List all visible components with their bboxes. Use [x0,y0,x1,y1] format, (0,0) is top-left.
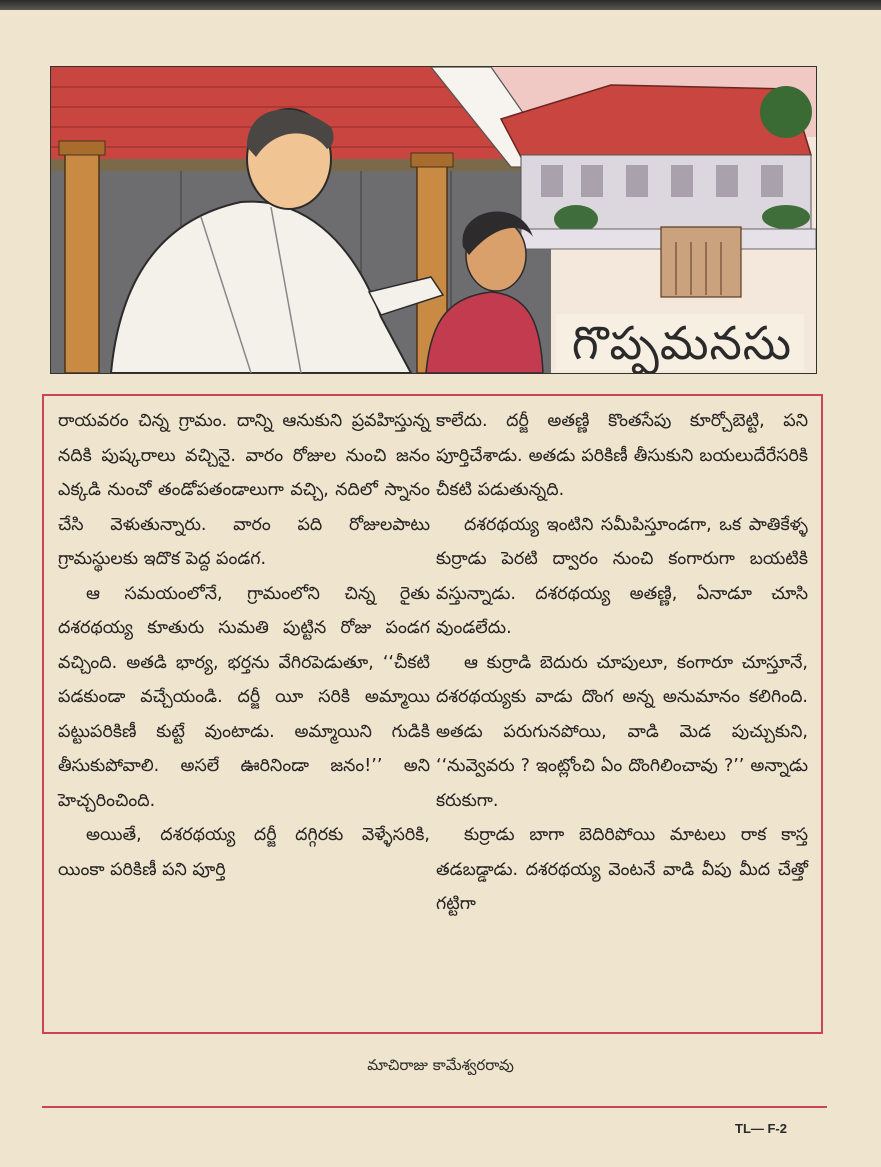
footer-divider [42,1106,827,1108]
page-code: TL— F-2 [735,1121,787,1136]
paragraph: కుర్రాడు బాగా బెదిరిపోయి మాటలు రాక కాస్త తడబడ్డాడు. దశరథయ్య వెంటనే వాడి వీపు మీద చేత్తో గట్టిగా [436,825,808,914]
paragraph: దశరథయ్య ఇంటిని సమీపిస్తూండగా, ఒక పాతికేళ్ళ కుర్రాడు పెరటి ద్వారం నుంచి కంగారుగా బయటికి వస్తున్నాడు. దశరథయ్య అతణ్ణి, ఏనాడూ చూసి వుండలేదు. [436,514,808,638]
story-title: గొప్పమనసు [556,314,804,371]
paragraph: అయితే, దశరథయ్య దర్జీ దగ్గిరకు వెళ్ళేసరికి, యింకా పరికిణీ పని పూర్తి [58,825,430,880]
text-column-right [436,404,808,922]
scan-top-edge [0,0,881,10]
story-text-frame [42,394,823,1034]
text-column-left [58,404,430,887]
paragraph: రాయవరం చిన్న గ్రామం. దాన్ని ఆనుకుని ప్రవహిస్తున్న నదికి పుష్కరాలు వచ్చినై. వారం రోజుల నుంచి జనం ఎక్కడి నుంచో తండోపతండాలుగా వచ్చి, నదిలో స్నానం చేసి వెళుతున్నారు. వారం పది రోజులపాటు గ్రామస్థులకు ఇదొక పెద్ద పండగ. [58,411,430,569]
story-illustration [50,66,817,374]
paragraph: కాలేదు. దర్జీ అతణ్ణి కొంతసేపు కూర్చోబెట్టి, పని పూర్తిచేశాడు. అతడు పరికిణీ తీసుకుని బయలుదేరేసరికి చీకటి పడుతున్నది. [436,411,808,500]
author-byline: మాచిరాజు కామేశ్వరరావు [367,1056,514,1074]
paragraph: ఆ సమయంలోనే, గ్రామంలోని చిన్న రైతు దశరథయ్య కూతురు సుమతి పుట్టిన రోజు పండగ వచ్చింది. అతడి భార్య, భర్తను వేగిరపెడుతూ, ‘‘చీకటి పడకుండా వచ్చేయండి. దర్జీ యీ సరికి అమ్మాయి పట్టుపరికిణీ కుట్టే వుంటాడు. అమ్మాయిని గుడికి తీసుకుపోవాలి. అసలే ఊరినిండా జనం!’’ అని హెచ్చరించింది. [58,583,430,811]
paragraph: ఆ కుర్రాడి బెదురు చూపులూ, కంగారూ చూస్తూనే, దశరథయ్యకు వాడు దొంగ అన్న అనుమానం కలిగింది. అతడు పరుగునపోయి, వాడి మెడ పుచ్చుకుని, ‘‘నువ్వెవరు ? ఇంట్లోంచి ఏం దొంగిలించావు ?’’ అన్నాడు కరుకుగా. [436,652,808,811]
